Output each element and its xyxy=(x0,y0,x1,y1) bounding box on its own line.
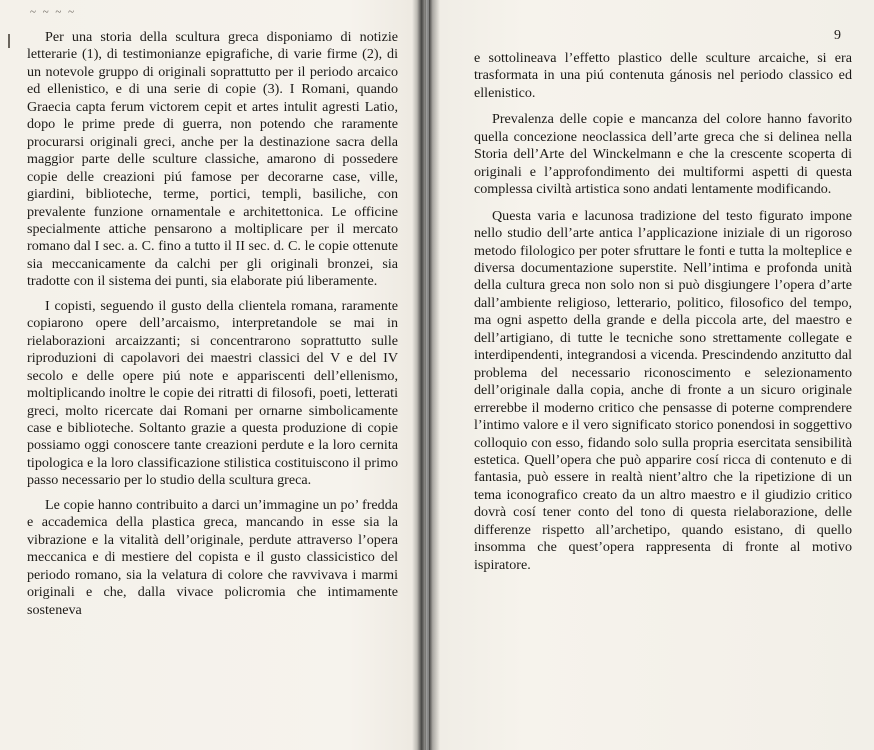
paragraph: Le copie hanno contribuito a darci un’immagine un po’ fredda e accademica della plastica greca, mancando in esse sia la vibrazione e la vitalità dell’originale, perdute attraverso l’opera meccanica e di mestiere del copista e il gusto classicistico del periodo romano, sia la velatura di colore che ravvivava i marmi originali e che, dalla vivace policromia che intimamente sosteneva xyxy=(27,496,398,618)
gutter-highlight xyxy=(426,0,429,750)
paragraph: Prevalenza delle copie e mancanza del colore hanno favorito quella concezione neoclassica dell’arte greca che si delinea nella Storia dell’Arte del Winckelmann e che la crescente scoperta di originali e l’approfondimento dei multiformi aspetti di questa complessa civiltà artistica sono andati lentamente modificando. xyxy=(474,111,852,198)
paragraph: I copisti, seguendo il gusto della clientela romana, raramente copiarono opere dell’arcaismo, interpretandole se mai in rielaborazioni arcaizzanti; si concentrarono soprattutto sulle riproduzioni di capolavori dei maestri classici del V e del IV secolo e delle opere piú note e appariscenti dell’ellenismo, moltiplicando inoltre le copie dei ritratti di filosofi, poeti, letterati greci, molto ricercate dai Romani per ornarne simbolicamente case e biblioteche. Soltanto grazie a questa produzione di copie possiamo oggi conoscere tante creazioni perdute e la loro cernita tipologica e la loro classificazione stilistica costituiscono il primo passo necessario per lo studio della scultura greca. xyxy=(27,297,398,489)
left-page-text xyxy=(27,29,398,619)
cut-off-header-line: ~ ~ ~ ~ xyxy=(30,6,77,18)
right-page-text xyxy=(474,50,852,574)
left-edge-mark xyxy=(8,34,10,48)
paragraph: e sottolineava l’effetto plastico delle sculture arcaiche, si era trasformata in una piú contenuta gánosis nel periodo classico ed ellenistico. xyxy=(474,50,852,101)
page-number: 9 xyxy=(834,28,841,43)
paragraph: Per una storia della scultura greca disponiamo di notizie letterarie (1), di testimonianze epigrafiche, di varie firme (2), di un notevole gruppo di originali soprattutto per il periodo arcaico ed ellenistico, e di una serie di copie (3). I Romani, quando Graecia capta ferum victorem cepit et artes intulit agresti Latio, dopo le prime prede di guerra, non potendo che raramente procurarsi originali greci, anche per la destinazione sacra della maggior parte delle sculture classiche, amarono di possedere copie delle creazioni piú famose per decorarne case, ville, giardini, biblioteche, terme, portici, templi, basiliche, con prevalente funzione ornamentale e architettonica. Le officine specialmente attiche pensarono a moltiplicare per il mercato romano dal I sec. a. C. fino a tutto il II sec. d. C. le copie ottenute sia meccanicamente da calchi per gli originali bronzei, sia tradotte con il sistema dei punti, sia elaborate piú liberamente. xyxy=(27,29,398,290)
paragraph: Questa varia e lacunosa tradizione del testo figurato impone nello studio dell’arte antica l’applicazione iniziale di un rigoroso metodo filologico per poter sfruttare le fonti e tutta la molteplice e diversa documentazione superstite. Nell’intima e profonda unità della cultura greca non solo non si può disgiungere l’opera d’arte dall’ambiente religioso, letterario, politico, filosofico del tempo, ma ogni aspetto della grande e della piccola arte, del maestro e dell’artigiano, di tutte le tecniche sono strettamente collegate e interdipendenti, integrandosi a vicenda. Prescindendo anzitutto dal problema del necessario riconoscimento e selezionamento dell’originale dalla copia, anche di fronte a un sicuro originale errerebbe il moderno critico che pensasse di poterne comprendere l’intimo valore e il vero significato storico ponendosi in soggettivo colloquio con esso, fidando solo sulla propria esercitata sensibilità estetica. Quell’opera che può apparire cosí ricca di contenuto e di fantasia, può essere in realtà nient’altro che la ripetizione di un tema iconografico creato da un altro maestro e il giudizio critico dovrà cosí tener conto del tono di questa rielaborazione, delle differenze rispetto all’archetipo, quando esistano, di quello insomma che quest’opera rappresenta di fronte al motivo ispiratore. xyxy=(474,207,852,573)
